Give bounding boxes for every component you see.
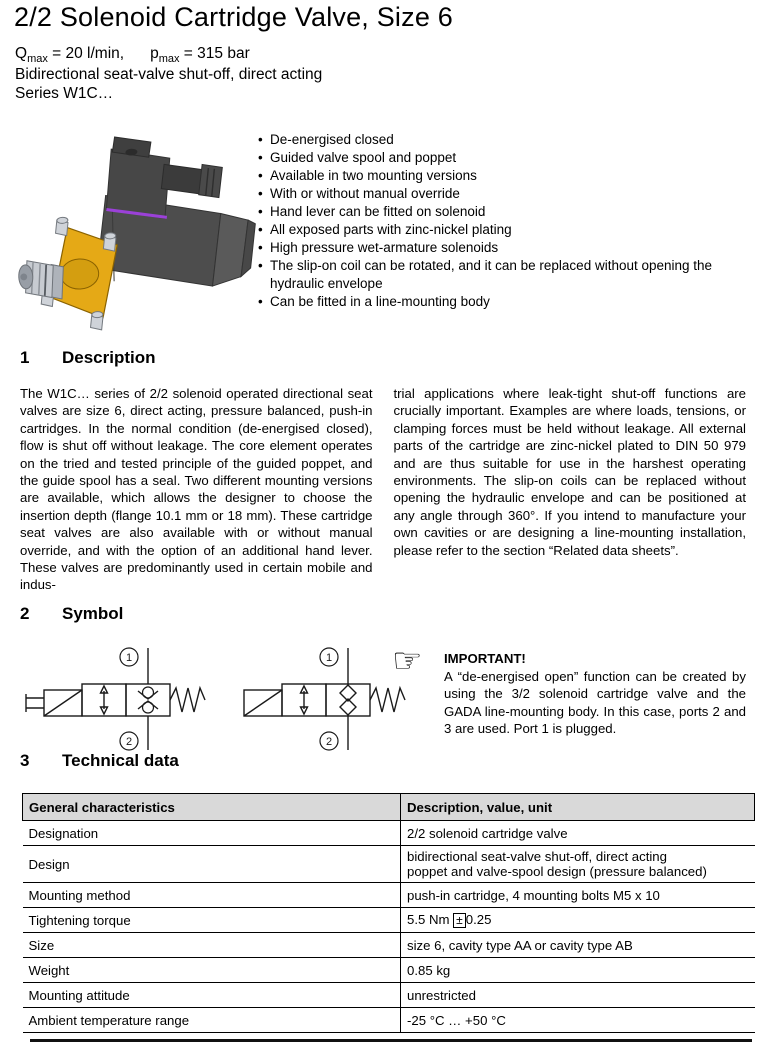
characteristic-label: Size xyxy=(23,933,401,958)
table-row xyxy=(23,846,755,883)
table-row xyxy=(23,883,755,908)
technical-table-body xyxy=(23,821,755,1033)
characteristic-value: 2/2 solenoid cartridge valve xyxy=(401,821,755,846)
table-row xyxy=(23,933,755,958)
bullet-icon: • xyxy=(258,186,263,201)
table-header-row xyxy=(23,794,755,821)
svg-text:1: 1 xyxy=(125,652,133,664)
subtitle-block xyxy=(15,44,322,103)
characteristic-label: Weight xyxy=(23,958,401,983)
table-row xyxy=(23,1008,755,1033)
bullet-icon: • xyxy=(258,240,263,255)
feature-text: Hand lever can be fitted on solenoid xyxy=(270,204,486,219)
feature-item xyxy=(258,149,750,167)
description-body xyxy=(20,385,746,594)
feature-item xyxy=(258,131,750,149)
features-list xyxy=(258,131,750,311)
characteristic-label: Designation xyxy=(23,821,401,846)
bullet-icon: • xyxy=(258,222,263,237)
feature-text: All exposed parts with zinc-nickel plating xyxy=(270,222,512,237)
bullet-icon: • xyxy=(258,294,263,309)
characteristic-label: Design xyxy=(23,846,401,883)
important-text xyxy=(444,650,746,737)
hydraulic-symbol-with-override xyxy=(14,644,214,754)
page-title: 2/2 Solenoid Cartridge Valve, Size 6 xyxy=(14,2,453,32)
bullet-icon: • xyxy=(258,150,263,165)
description-column-right: trial applications where leak-tight shut-off functions are crucially important. Examples are where loads, tensions, or clamping forces must be held without leakage. All external parts of the cartridge are zinc-nickel plated to DIN 50 979 and are thus suitable for use in the harshest operating environments. The slip-on coils can be replaced without opening the hydraulic envelope and can be positioned at any angle through 360°. If you intend to manufacture your own cavities or are designing a line-mounting installation, please refer to the section “Related data sheets”. xyxy=(393,386,746,558)
feature-text: Available in two mounting versions xyxy=(270,168,477,183)
table-row xyxy=(23,908,755,933)
section-heading-description: 1 Description xyxy=(20,348,156,367)
characteristic-value: size 6, cavity type AA or cavity type AB xyxy=(401,933,755,958)
bullet-icon: • xyxy=(258,132,263,147)
feature-item xyxy=(258,239,750,257)
section-heading-symbol: 2 Symbol xyxy=(20,604,124,623)
svg-text:1: 1 xyxy=(325,652,333,664)
characteristic-label: Ambient temperature range xyxy=(23,1008,401,1033)
technical-data-table xyxy=(22,793,755,1033)
characteristic-value: bidirectional seat-valve shut-off, direct acting poppet and valve-spool design (pressure balanced) xyxy=(401,846,755,883)
svg-text:2: 2 xyxy=(325,736,333,748)
characteristic-label: Mounting method xyxy=(23,883,401,908)
table-row xyxy=(23,821,755,846)
feature-text: The slip-on coil can be rotated, and it can be replaced without opening the hydraulic envelope xyxy=(270,258,713,291)
characteristic-value: 0.85 kg xyxy=(401,958,755,983)
feature-item xyxy=(258,185,750,203)
characteristic-value: unrestricted xyxy=(401,983,755,1008)
characteristic-label: Mounting attitude xyxy=(23,983,401,1008)
description-column-left: The W1C… series of 2/2 solenoid operated directional seat valves are size 6, direct acting, pressure balanced, push-in cartridges. In the normal condition (de-energised closed), flow is shut off without leakage. The core element operates on the tried and tested principle of the guided poppet, and the guide spool has a seal. Two different mounting versions are available, which allows the designer to choose the insertion depth (flange 10.1 mm or 18 mm). These cartridge seat valves are also available with or without manual override, and with the option of an additional hand lever. These valves are predominantly used in certain mobile and indus- xyxy=(20,386,373,593)
section-heading-technical-data: 3 Technical data xyxy=(20,751,179,770)
subtitle-line3: Series W1C… xyxy=(15,85,114,102)
feature-item xyxy=(258,221,750,239)
feature-item xyxy=(258,257,750,293)
characteristic-value: push-in cartridge, 4 mounting bolts M5 x 10 xyxy=(401,883,755,908)
bullet-icon: • xyxy=(258,168,263,183)
important-title: IMPORTANT! xyxy=(444,651,526,666)
feature-item xyxy=(258,203,750,221)
page-bottom-rule xyxy=(30,1039,752,1042)
feature-text: High pressure wet-armature solenoids xyxy=(270,240,499,255)
svg-text:2: 2 xyxy=(125,736,133,748)
bullet-icon: • xyxy=(258,258,263,273)
plus-minus-boxed-glyph: ± xyxy=(453,913,466,928)
characteristic-label: Tightening torque xyxy=(23,908,401,933)
pointing-hand-icon: ☞ xyxy=(392,642,423,680)
header-general-characteristics: General characteristics xyxy=(23,794,401,821)
characteristic-value: -25 °C … +50 °C xyxy=(401,1008,755,1033)
feature-text: With or without manual override xyxy=(270,186,460,201)
table-row xyxy=(23,983,755,1008)
important-body: A “de-energised open” function can be created by using the 3/2 solenoid cartridge valve and the GADA line-mounting body. In this case, ports 2 and 3 are used. Port 1 is plugged. xyxy=(444,669,746,736)
hydraulic-symbol-standard xyxy=(226,644,411,754)
subtitle-line2: Bidirectional seat-valve shut-off, direct acting xyxy=(15,66,323,83)
header-description-value-unit: Description, value, unit xyxy=(401,794,755,821)
bullet-icon: • xyxy=(258,204,263,219)
feature-item xyxy=(258,167,750,185)
table-row xyxy=(23,958,755,983)
feature-text: De-energised closed xyxy=(270,132,394,147)
solenoid-cartridge-valve-photo xyxy=(16,120,260,332)
important-note xyxy=(392,642,746,737)
feature-item xyxy=(258,293,750,311)
qmax-pmax-line: $Q_{max} = 20$ l/min, $p_{max} = 315$ bar xyxy=(15,45,250,66)
characteristic-value: 5.5 Nm ± 0.25 xyxy=(401,908,755,933)
feature-text: Guided valve spool and poppet xyxy=(270,150,457,165)
feature-text: Can be fitted in a line-mounting body xyxy=(270,294,490,309)
